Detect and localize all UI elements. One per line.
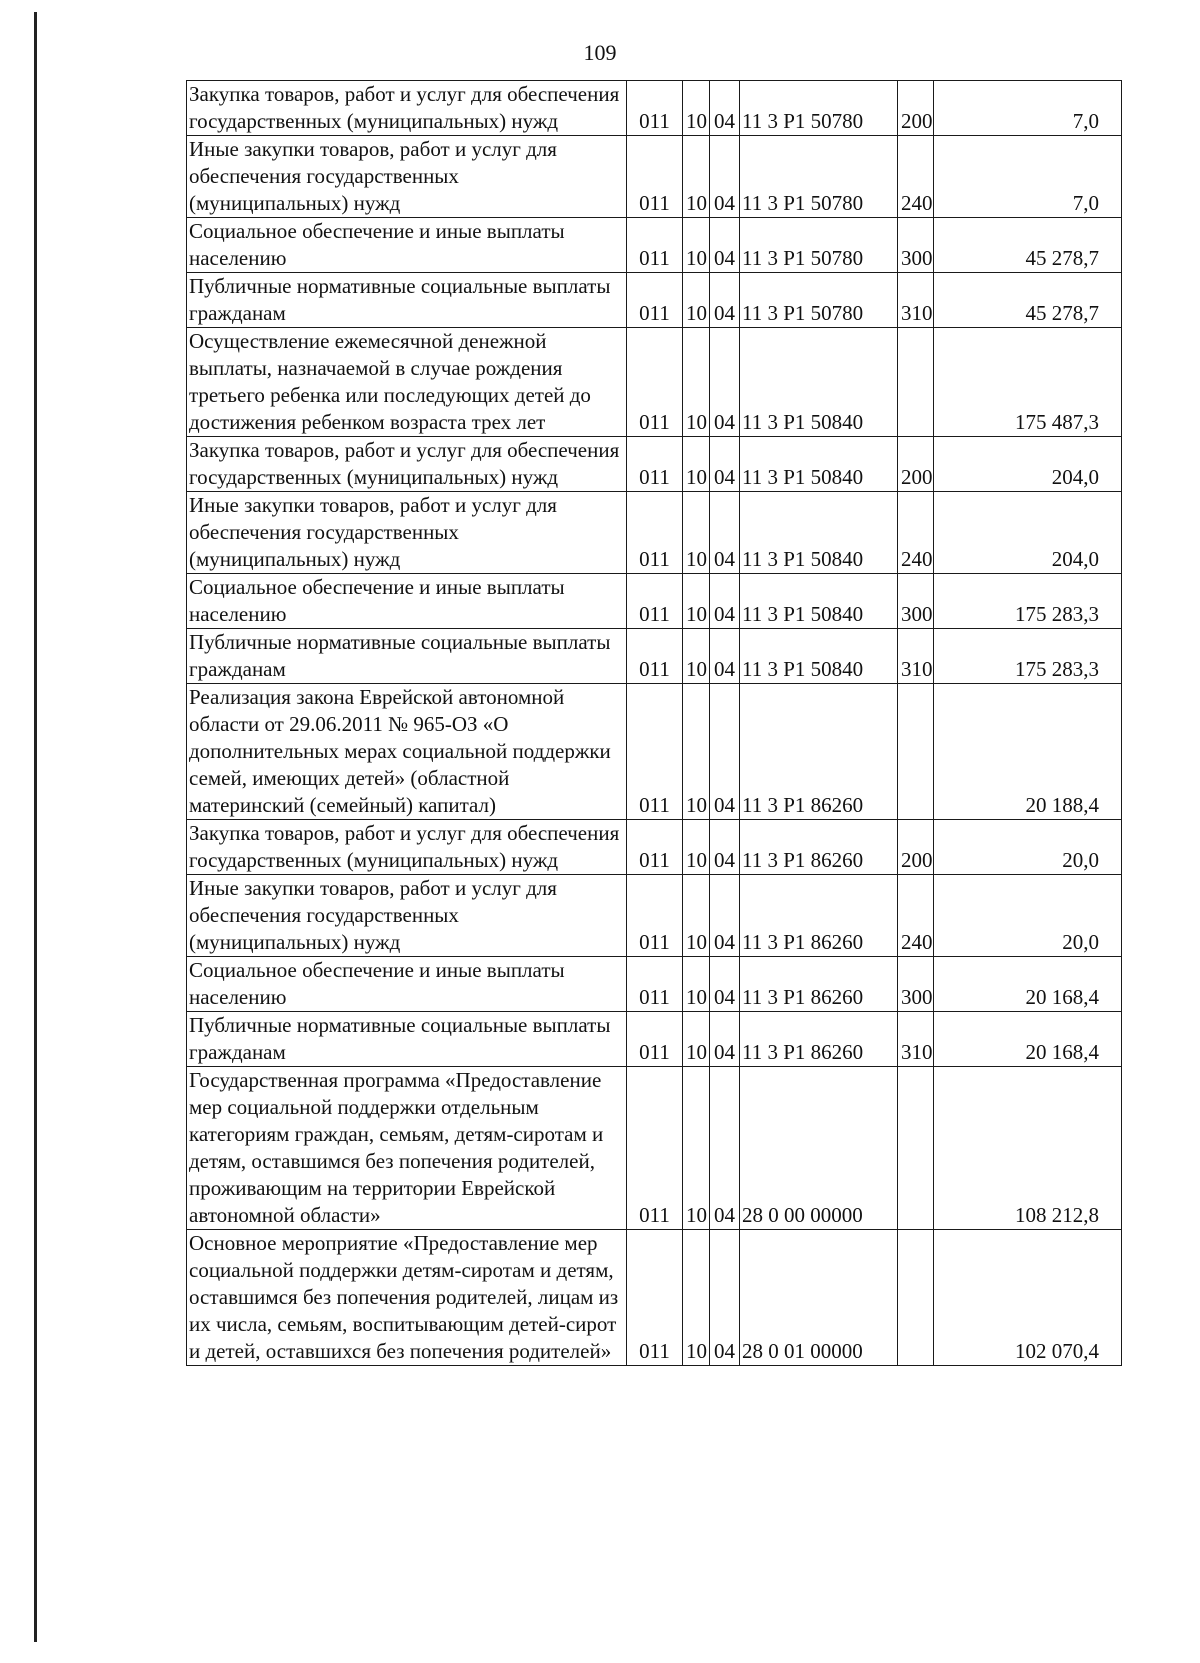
- table-row: [187, 273, 1122, 328]
- amount: 175 487,3: [934, 328, 1122, 437]
- table-row: [187, 875, 1122, 957]
- table-row: [187, 136, 1122, 218]
- target-article-code: 11 3 P1 50780: [740, 218, 898, 273]
- section-code: 10: [683, 1067, 710, 1230]
- subsection-code: 04: [710, 437, 740, 492]
- expense-type-code: 240: [898, 875, 934, 957]
- expense-type-code: [898, 1230, 934, 1366]
- expense-type-code: 200: [898, 820, 934, 875]
- budget-table: [186, 80, 1122, 1366]
- subsection-code: 04: [710, 328, 740, 437]
- expense-type-code: 240: [898, 136, 934, 218]
- ministry-code: 011: [627, 218, 683, 273]
- table-row: [187, 1067, 1122, 1230]
- subsection-code: 04: [710, 218, 740, 273]
- amount: 204,0: [934, 492, 1122, 574]
- target-article-code: 28 0 01 00000: [740, 1230, 898, 1366]
- table-row: [187, 820, 1122, 875]
- section-code: 10: [683, 437, 710, 492]
- ministry-code: 011: [627, 629, 683, 684]
- row-name: Публичные нормативные социальные выплаты гражданам: [187, 629, 627, 684]
- section-code: 10: [683, 957, 710, 1012]
- subsection-code: 04: [710, 574, 740, 629]
- amount: 20 188,4: [934, 684, 1122, 820]
- ministry-code: 011: [627, 273, 683, 328]
- target-article-code: 11 3 P1 50840: [740, 574, 898, 629]
- amount: 45 278,7: [934, 218, 1122, 273]
- expense-type-code: [898, 328, 934, 437]
- ministry-code: 011: [627, 136, 683, 218]
- subsection-code: 04: [710, 629, 740, 684]
- table-row: [187, 1230, 1122, 1366]
- table-row: [187, 684, 1122, 820]
- table-row: [187, 492, 1122, 574]
- section-code: 10: [683, 273, 710, 328]
- ministry-code: 011: [627, 437, 683, 492]
- ministry-code: 011: [627, 1230, 683, 1366]
- expense-type-code: 310: [898, 273, 934, 328]
- target-article-code: 11 3 P1 50840: [740, 629, 898, 684]
- target-article-code: 11 3 P1 86260: [740, 875, 898, 957]
- ministry-code: 011: [627, 492, 683, 574]
- subsection-code: 04: [710, 1067, 740, 1230]
- section-code: 10: [683, 684, 710, 820]
- section-code: 10: [683, 492, 710, 574]
- row-name: Публичные нормативные социальные выплаты гражданам: [187, 1012, 627, 1067]
- target-article-code: 11 3 P1 50840: [740, 492, 898, 574]
- row-name: Социальное обеспечение и иные выплаты населению: [187, 957, 627, 1012]
- table-row: [187, 957, 1122, 1012]
- target-article-code: 28 0 00 00000: [740, 1067, 898, 1230]
- ministry-code: 011: [627, 820, 683, 875]
- row-name: Иные закупки товаров, работ и услуг для обеспечения государственных (муниципальных) нужд: [187, 492, 627, 574]
- ministry-code: 011: [627, 1067, 683, 1230]
- expense-type-code: 300: [898, 218, 934, 273]
- target-article-code: 11 3 P1 50780: [740, 273, 898, 328]
- subsection-code: 04: [710, 136, 740, 218]
- row-name: Осуществление ежемесячной денежной выплаты, назначаемой в случае рождения третьего ребенка или последующих детей до достижения ребенком возраста трех лет: [187, 328, 627, 437]
- table-row: [187, 437, 1122, 492]
- amount: 45 278,7: [934, 273, 1122, 328]
- expense-type-code: 200: [898, 437, 934, 492]
- section-code: 10: [683, 81, 710, 136]
- section-code: 10: [683, 574, 710, 629]
- amount: 7,0: [934, 81, 1122, 136]
- ministry-code: 011: [627, 957, 683, 1012]
- section-code: 10: [683, 629, 710, 684]
- row-name: Публичные нормативные социальные выплаты гражданам: [187, 273, 627, 328]
- subsection-code: 04: [710, 273, 740, 328]
- row-name: Закупка товаров, работ и услуг для обеспечения государственных (муниципальных) нужд: [187, 820, 627, 875]
- expense-type-code: 200: [898, 81, 934, 136]
- table-row: [187, 574, 1122, 629]
- left-margin-rule: [34, 12, 37, 1642]
- table-row: [187, 629, 1122, 684]
- ministry-code: 011: [627, 875, 683, 957]
- target-article-code: 11 3 P1 86260: [740, 820, 898, 875]
- section-code: 10: [683, 875, 710, 957]
- target-article-code: 11 3 P1 86260: [740, 957, 898, 1012]
- row-name: Социальное обеспечение и иные выплаты населению: [187, 574, 627, 629]
- target-article-code: 11 3 P1 86260: [740, 1012, 898, 1067]
- amount: 20 168,4: [934, 957, 1122, 1012]
- ministry-code: 011: [627, 81, 683, 136]
- subsection-code: 04: [710, 820, 740, 875]
- subsection-code: 04: [710, 875, 740, 957]
- row-name: Закупка товаров, работ и услуг для обеспечения государственных (муниципальных) нужд: [187, 81, 627, 136]
- table-row: [187, 81, 1122, 136]
- amount: 108 212,8: [934, 1067, 1122, 1230]
- section-code: 10: [683, 1012, 710, 1067]
- table-body: [187, 81, 1122, 1366]
- target-article-code: 11 3 P1 50840: [740, 328, 898, 437]
- expense-type-code: 240: [898, 492, 934, 574]
- section-code: 10: [683, 820, 710, 875]
- target-article-code: 11 3 P1 50780: [740, 136, 898, 218]
- expense-type-code: 300: [898, 574, 934, 629]
- section-code: 10: [683, 136, 710, 218]
- subsection-code: 04: [710, 1012, 740, 1067]
- ministry-code: 011: [627, 684, 683, 820]
- row-name: Закупка товаров, работ и услуг для обеспечения государственных (муниципальных) нужд: [187, 437, 627, 492]
- subsection-code: 04: [710, 492, 740, 574]
- expense-type-code: 300: [898, 957, 934, 1012]
- ministry-code: 011: [627, 574, 683, 629]
- expense-type-code: [898, 1067, 934, 1230]
- subsection-code: 04: [710, 957, 740, 1012]
- section-code: 10: [683, 218, 710, 273]
- amount: 175 283,3: [934, 574, 1122, 629]
- expense-type-code: [898, 684, 934, 820]
- target-article-code: 11 3 P1 50780: [740, 81, 898, 136]
- page-number: 109: [583, 40, 617, 65]
- row-name: Реализация закона Еврейской автономной области от 29.06.2011 № 965-ОЗ «О дополнительных мерах социальной поддержки семей, имеющих детей» (областной материнский (семейный) капитал): [187, 684, 627, 820]
- row-name: Основное мероприятие «Предоставление мер социальной поддержки детям-сиротам и детям, оставшимся без попечения родителей, лицам из их числа, семьям, воспитывающим детей-сирот и детей, оставшихся без попечения родителей»: [187, 1230, 627, 1366]
- amount: 20 168,4: [934, 1012, 1122, 1067]
- table-row: [187, 328, 1122, 437]
- row-name: Государственная программа «Предоставление мер социальной поддержки отдельным категориям граждан, семьям, детям-сиротам и детям, оставшимся без попечения родителей, проживающим на территории Еврейской автономной области»: [187, 1067, 627, 1230]
- amount: 204,0: [934, 437, 1122, 492]
- table-row: [187, 218, 1122, 273]
- row-name: Социальное обеспечение и иные выплаты населению: [187, 218, 627, 273]
- target-article-code: 11 3 P1 86260: [740, 684, 898, 820]
- amount: 102 070,4: [934, 1230, 1122, 1366]
- subsection-code: 04: [710, 1230, 740, 1366]
- table-row: [187, 1012, 1122, 1067]
- target-article-code: 11 3 P1 50840: [740, 437, 898, 492]
- amount: 175 283,3: [934, 629, 1122, 684]
- expense-type-code: 310: [898, 629, 934, 684]
- row-name: Иные закупки товаров, работ и услуг для обеспечения государственных (муниципальных) нужд: [187, 875, 627, 957]
- ministry-code: 011: [627, 328, 683, 437]
- amount: 20,0: [934, 875, 1122, 957]
- row-name: Иные закупки товаров, работ и услуг для обеспечения государственных (муниципальных) нужд: [187, 136, 627, 218]
- section-code: 10: [683, 328, 710, 437]
- amount: 20,0: [934, 820, 1122, 875]
- ministry-code: 011: [627, 1012, 683, 1067]
- subsection-code: 04: [710, 81, 740, 136]
- subsection-code: 04: [710, 684, 740, 820]
- amount: 7,0: [934, 136, 1122, 218]
- expense-type-code: 310: [898, 1012, 934, 1067]
- section-code: 10: [683, 1230, 710, 1366]
